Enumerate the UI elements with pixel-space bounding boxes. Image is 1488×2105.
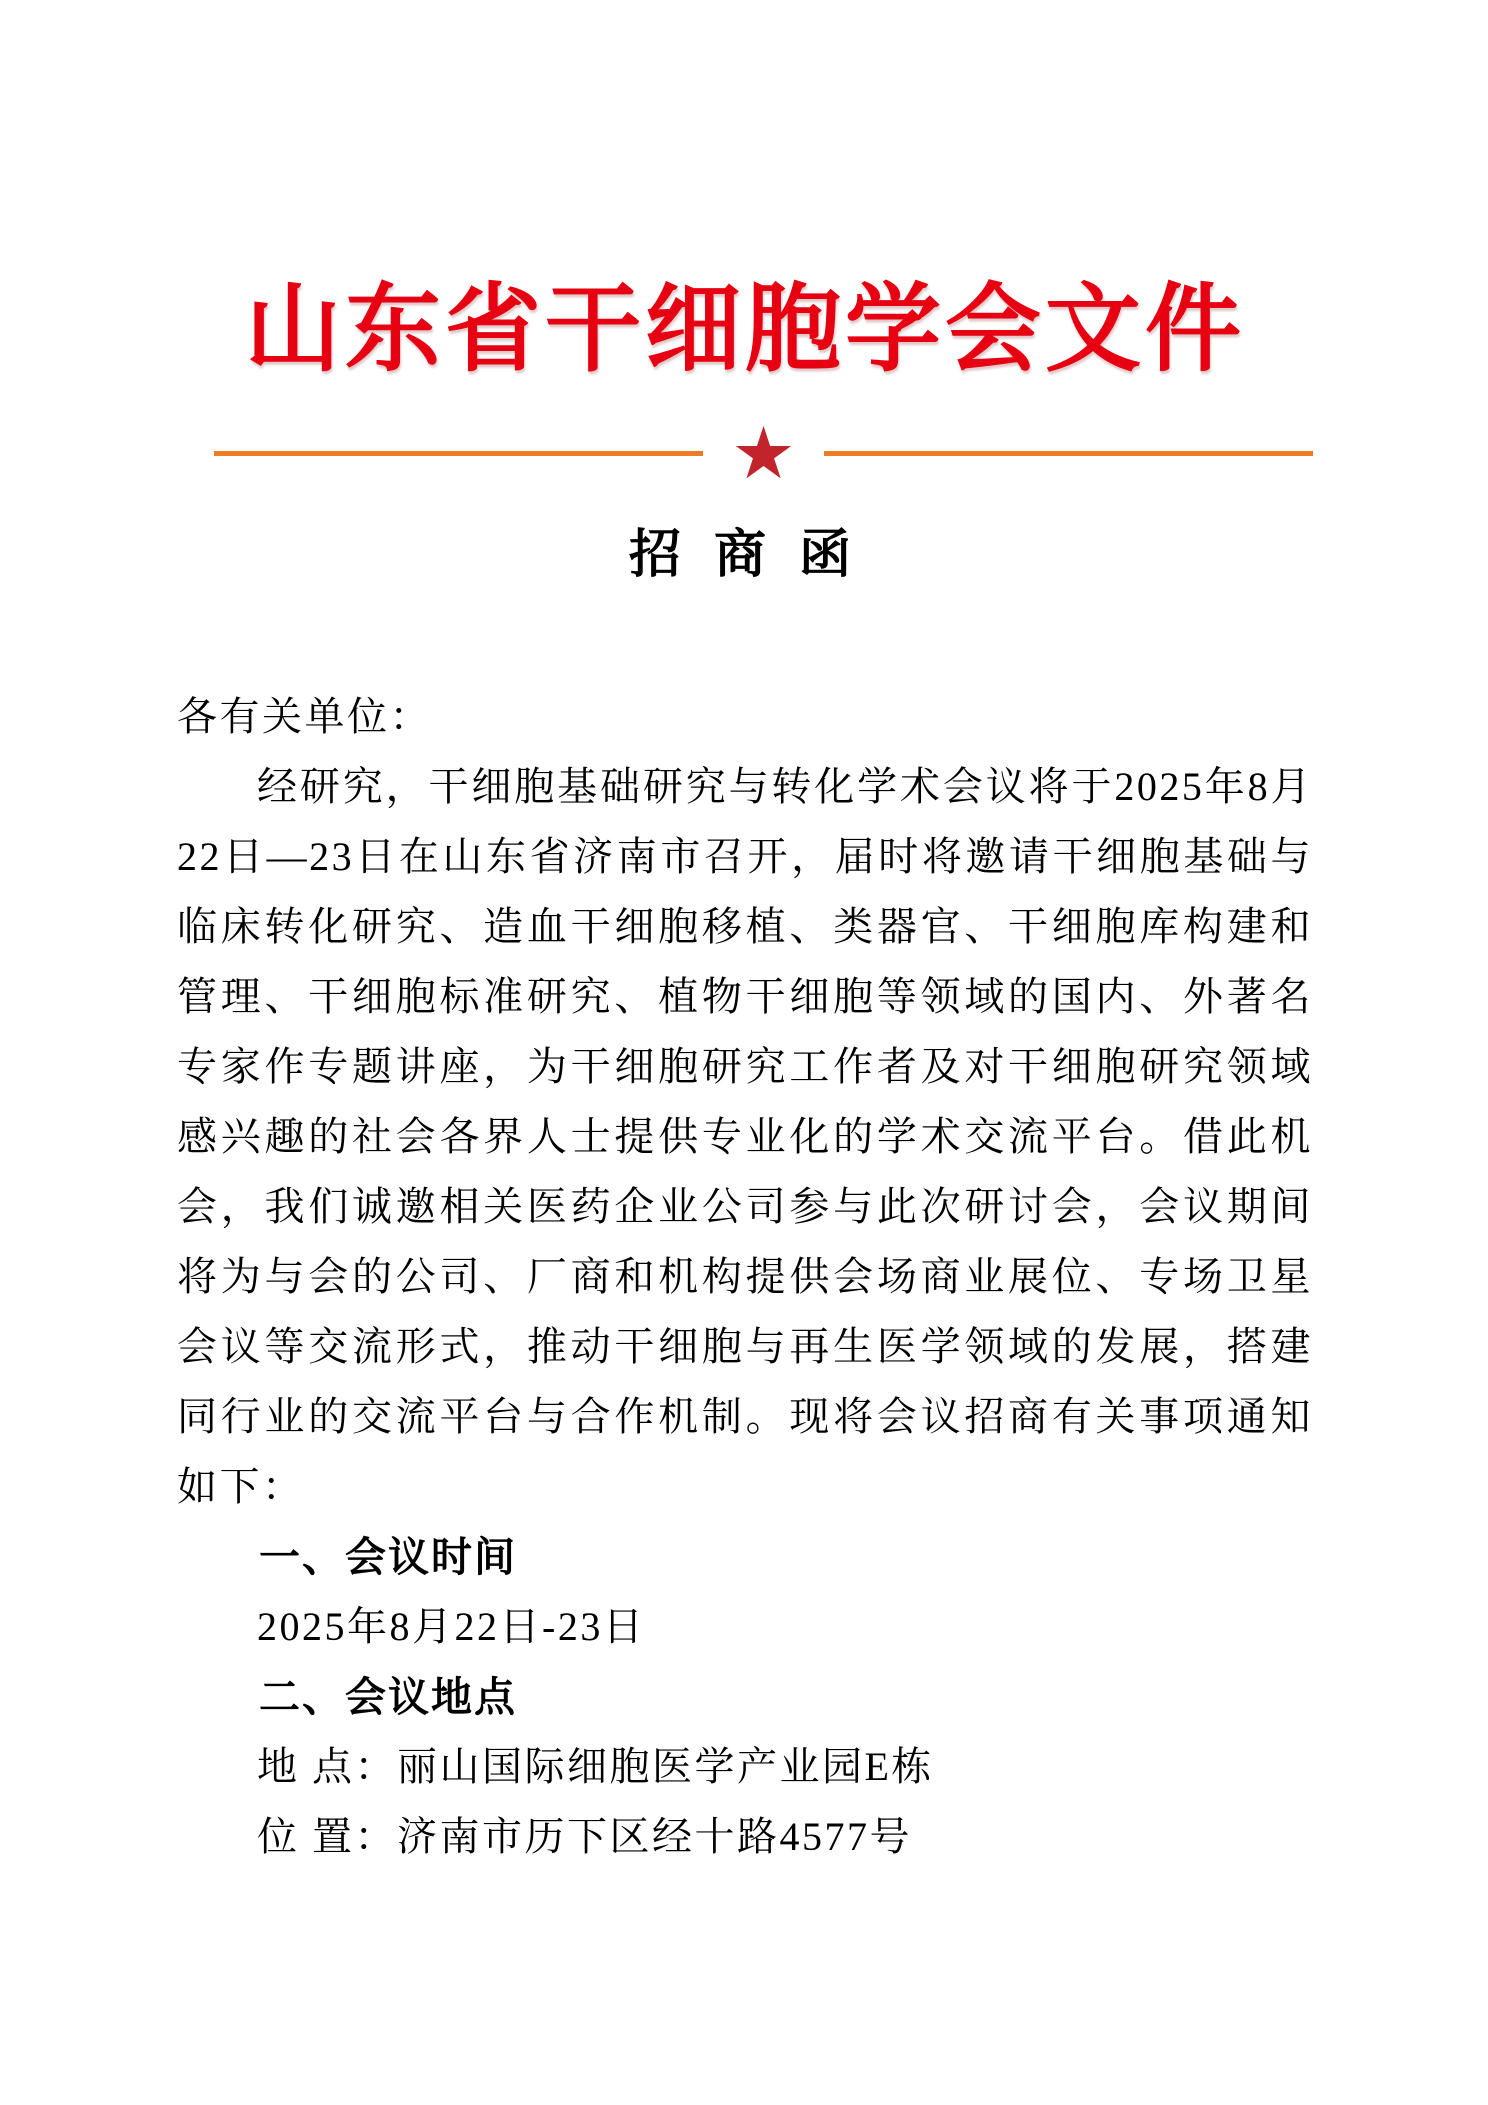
section-1-heading: 一、会议时间 — [259, 1534, 517, 1581]
letter-title: 招 商 函 — [628, 527, 861, 584]
venue-address: 位 置：济南市历下区经十路4577号 — [257, 1814, 912, 1860]
divider-line-left — [214, 451, 703, 456]
salutation: 各有关单位： — [177, 694, 432, 740]
section-2-heading: 二、会议地点 — [259, 1674, 517, 1721]
title-divider — [177, 411, 1313, 495]
star-icon: ★ — [731, 411, 796, 495]
letter-body — [177, 682, 1313, 1872]
meeting-time: 2025年8月22日-23日 — [257, 1604, 646, 1650]
divider-line-right — [824, 451, 1313, 456]
document-title: 山东省干细胞学会文件 — [245, 276, 1245, 383]
venue-name: 地 点：丽山国际细胞医学产业园E栋 — [257, 1744, 934, 1790]
body-paragraph: 经研究，干细胞基础研究与转化学术会议将于2025年8月22日—23日在山东省济南市召开，届时将邀请干细胞基础与临床转化研究、造血干细胞移植、类器官、干细胞库构建和管理、干细胞标准研究、植物干细胞等领域的国内、外著名专家作专题讲座，为干细胞研究工作者及对干细胞研究领域感兴趣的社会各界人士提供专业化的学术交流平台。借此机会，我们诚邀相关医药企业公司参与此次研讨会，会议期间将为与会的公司、厂商和机构提供会场商业展位、专场卫星会议等交流形式，推动干细胞与再生医学领域的发展，搭建同行业的交流平台与合作机制。现将会议招商有关事项通知如下： — [177, 764, 1313, 1510]
